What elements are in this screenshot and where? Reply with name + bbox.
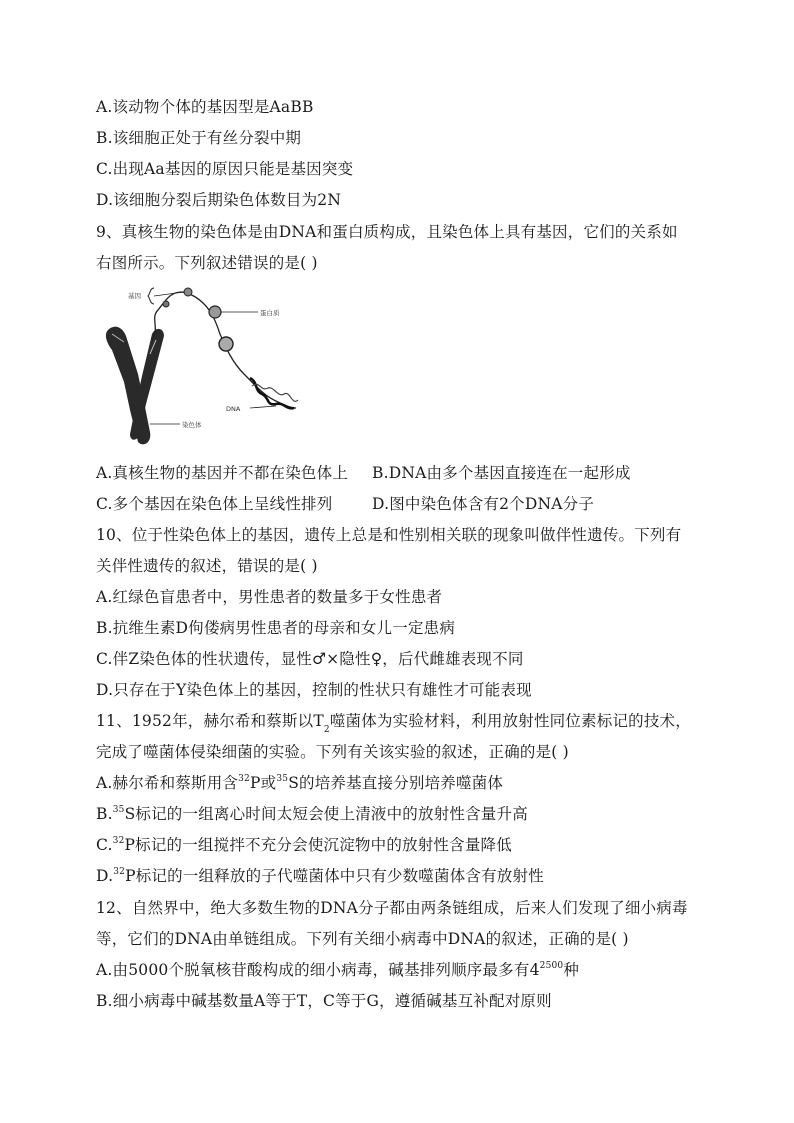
q11-option-d: D.$^{32}$P标记的一组释放的子代噬菌体中只有少数噬菌体含有放射性: [96, 866, 544, 885]
protein-bead-3: [219, 337, 233, 351]
q8-option-d: D.该细胞分裂后期染色体数目为2N: [96, 191, 342, 209]
q9-stem-line2: 右图所示。下列叙述错误的是( ): [96, 254, 318, 272]
protein-bead-2: [209, 306, 221, 318]
q10-option-c: C.伴Z染色体的性状遗传，显性♂×隐性♀，后代雌雄表现不同: [96, 650, 524, 668]
chromosome-dna-gene-figure: [100, 282, 320, 452]
q9-option-a: A.真核生物的基因并不都在染色体上: [96, 464, 349, 482]
q10-stem-line2: 关伴性遗传的叙述，错误的是( ): [96, 557, 318, 575]
q9-stem-line1: 9、真核生物的染色体是由DNA和蛋白质构成，且染色体上具有基因，它们的关系如: [96, 223, 678, 241]
q9-option-c: C.多个基因在染色体上呈线性排列: [96, 495, 333, 513]
q11-stem-line1: 11、1952年，赫尔希和蔡斯以$T_2$噬菌体为实验材料，利用放射性同位素标记的技术，: [96, 712, 691, 736]
q9-option-d: D.图中染色体含有2个DNA分子: [372, 495, 595, 513]
q8-option-c: C.出现Aa基因的原因只能是基因突变: [96, 160, 354, 178]
q12-stem-line2: 等，它们的DNA由单链组成。下列有关细小病毒中DNA的叙述，正确的是( ): [96, 930, 629, 948]
q8-option-b: B.该细胞正处于有丝分裂中期: [96, 129, 302, 147]
q10-stem-line1: 10、位于性染色体上的基因，遗传上总是和性别相关联的现象叫做伴性遗传。下列有: [96, 526, 682, 544]
q12-option-a: A.由5000个脱氧核苷酸构成的细小病毒，碱基排列顺序最多有$4^{2500}$种: [96, 960, 580, 979]
q11-option-c: C.$^{32}$P标记的一组搅拌不充分会使沉淀物中的放射性含量降低: [96, 835, 512, 854]
q10-option-d: D.只存在于Y染色体上的基因，控制的性状只有雄性才可能表现: [96, 681, 532, 699]
label-dna: DNA: [226, 405, 241, 413]
label-chromosome: 染色体: [182, 421, 202, 429]
chromosome-shape: [106, 327, 164, 445]
q11-option-b: B.$^{35}$S标记的一组离心时间太短会使上清液中的放射性含量升高: [96, 804, 528, 823]
q9-option-b: B.DNA由多个基因直接连在一起形成: [372, 464, 631, 482]
q12-stem-line1: 12、自然界中，绝大多数生物的DNA分子都由两条链组成，后来人们发现了细小病毒: [96, 899, 688, 917]
label-protein: 蛋白质: [260, 309, 280, 317]
q12-option-b: B.细小病毒中碱基数量A等于T，C等于G，遵循碱基互补配对原则: [96, 992, 552, 1010]
q11-stem-line2: 完成了噬菌体侵染细菌的实验。下列有关该实验的叙述，正确的是( ): [96, 743, 569, 761]
q11-option-a: A.赫尔希和蔡斯用含$^{32}$P或$^{35}$S的培养基直接分别培养噬菌体: [96, 773, 504, 792]
q9-options-row2: [96, 494, 595, 514]
q8-option-a: A.该动物个体的基因型是AaBB: [96, 98, 314, 116]
q10-option-b: B.抗维生素D佝偻病男性患者的母亲和女儿一定患病: [96, 619, 456, 637]
protein-bead-1: [184, 288, 192, 296]
label-gene: 基因: [128, 292, 141, 300]
q9-options-row1: [96, 463, 631, 483]
q10-option-a: A.红绿色盲患者中，男性患者的数量多于女性患者: [96, 588, 443, 606]
